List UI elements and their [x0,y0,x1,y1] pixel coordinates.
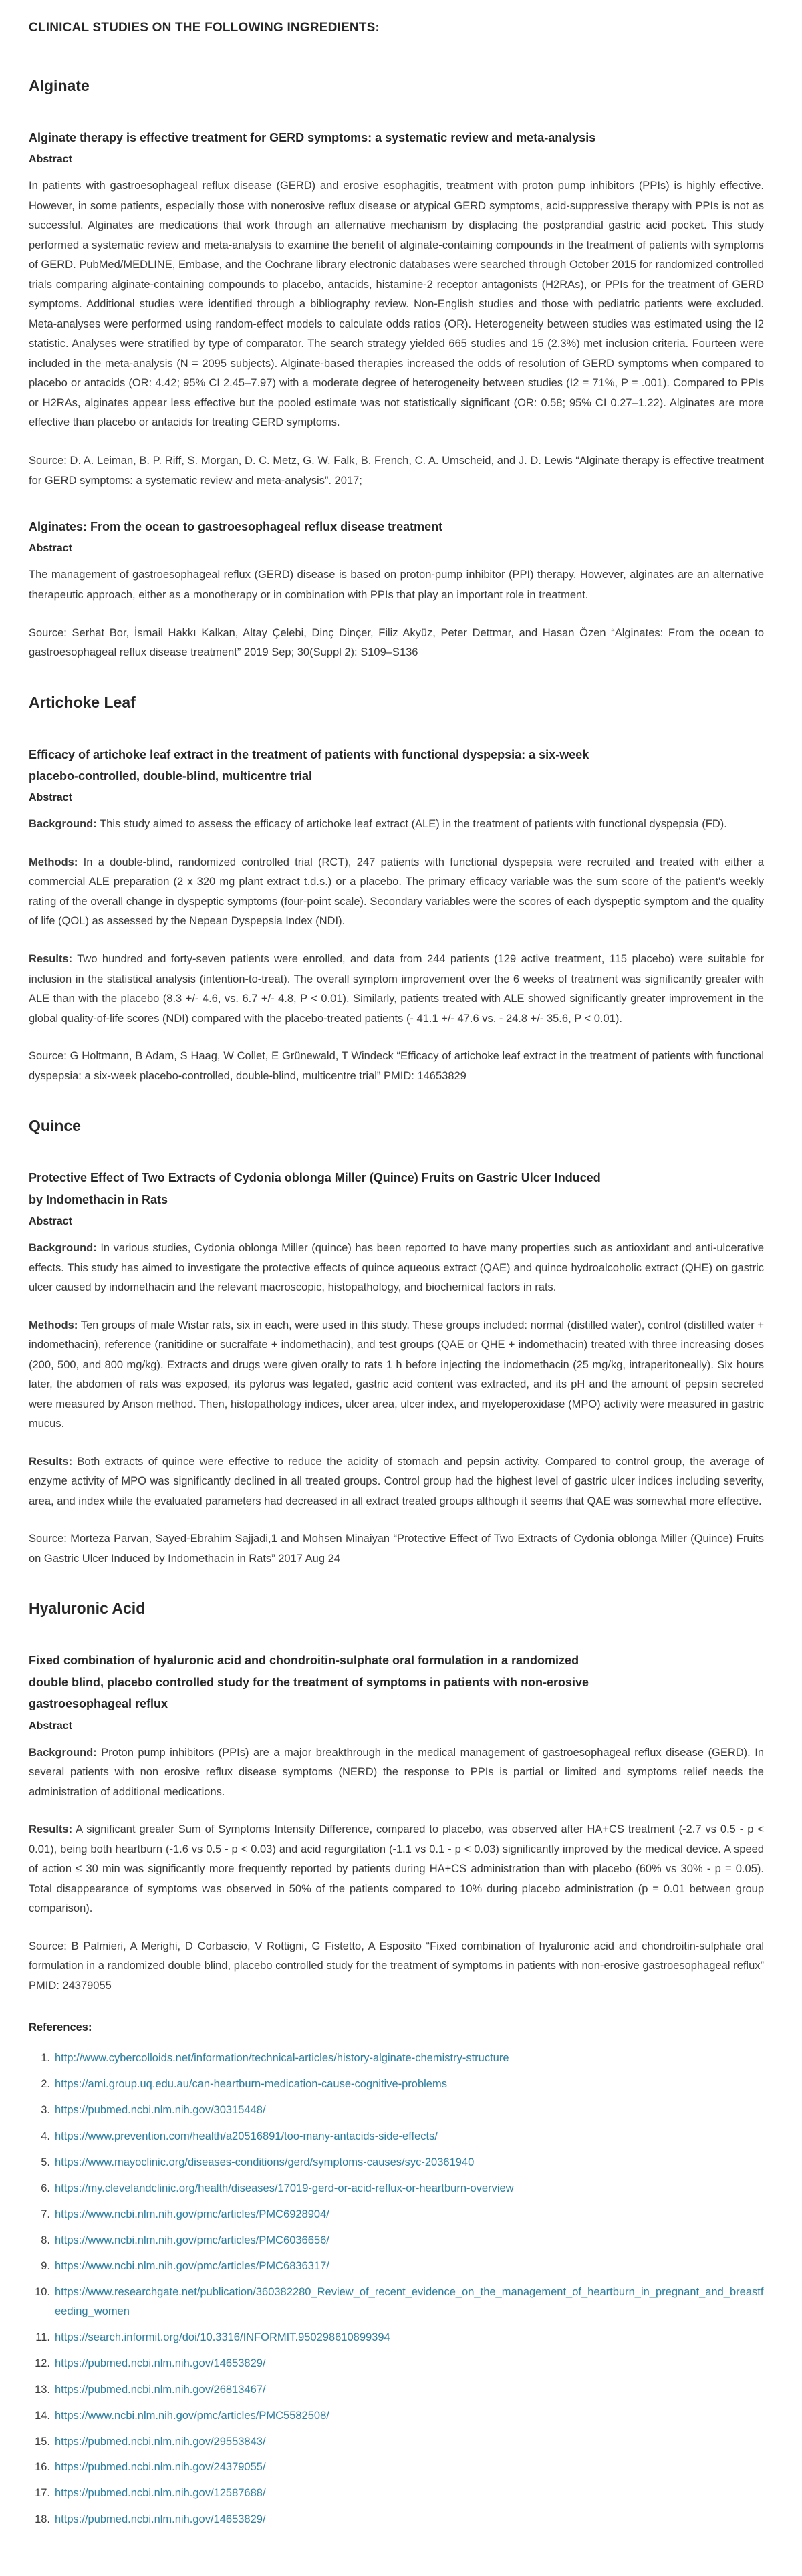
abstract-paragraph: Results: Both extracts of quince were effective to reduce the acidity of stomach and pepsin activity. Compared to control group, the average of enzyme activity of MPO was significantly declined in all treated groups. Control group had the highest level of gastric ulcer indices including severity, area, and index while the evaluated parameters had decreased in all extract treated groups although it seems that QAE was somewhat more effective. [29,1455,764,1507]
reference-item [29,2153,764,2172]
reference-link[interactable]: https://ami.group.uq.edu.au/can-heartburn-medication-cause-cognitive-problems [55,2078,447,2091]
references-label: References: [29,2021,92,2034]
reference-item [29,2510,764,2529]
study [29,516,764,663]
paragraph-lead: Methods: [29,1319,78,1331]
reference-link[interactable]: http://www.cybercolloids.net/information/technical-articles/history-alginate-chemistry-structure [55,2052,509,2065]
reference-number: 13. [35,2383,50,2396]
abstract-label: Abstract [29,1215,72,1227]
paragraph-lead: Results: [29,953,73,965]
abstract-paragraph: Background: In various studies, Cydonia oblonga Miller (quince) has been reported to have many properties such as antioxidant and anti-ulcerative effects. This study has aimed to investigate the protective effects of quince aqueous extract (QAE) and quince hydroalcoholic extract (QHE) on gastric ulcer caused by indomethacin and the relevant macroscopic, histopathology, and biochemical factors in rats. [29,1241,764,1294]
paragraph-lead: Methods: [29,856,78,868]
reference-number: 10. [35,2286,50,2299]
reference-link[interactable]: https://pubmed.ncbi.nlm.nih.gov/24379055/ [55,2461,266,2474]
abstract-paragraph: Results: A significant greater Sum of Symptoms Intensity Difference, compared to placebo, was observed after HA+CS treatment (-2.7 vs 0.5 - p < 0.01), being both heartburn (-1.6 vs 0.5 - p < 0.03) and acid regurgitation (-1.1 vs 0.1 - p < 0.03) significantly improved by the medical device. A speed of action ≤ 30 min was significantly more frequently reported by patients during HA+CS administration than with placebo (60% vs 30% - p = 0.05). Total disappearance of symptoms was observed in 50% of the patients compared to 10% during placebo administration (p = 0.01 between group comparison). [29,1823,764,1915]
paragraph-lead: Background: [29,1241,97,1254]
reference-link[interactable]: https://pubmed.ncbi.nlm.nih.gov/26813467/ [55,2383,266,2396]
ingredient-heading: Hyaluronic Acid [29,1599,146,1618]
reference-item [29,2101,764,2120]
ingredient-section [29,77,764,663]
reference-item [29,2049,764,2068]
source-citation: Source: Serhat Bor, İsmail Hakkı Kalkan, Altay Çelebi, Dinç Dinçer, Filiz Akyüz, Peter Dettmar, and Hasan Özen “Alginates: From the ocean to gastroesophageal reflux disease treatment” 2019 Sep; 30(Suppl 2): S109–S136 [29,626,764,659]
study [29,127,764,491]
reference-item [29,2257,764,2276]
abstract-paragraph: The management of gastroesophageal reflux (GERD) disease is based on proton-pump inhibitor (PPI) therapy. However, alginates are an alternative therapeutic approach, either as a monotherapy or in combination with PPIs that play an important role in treatment. [29,569,764,601]
reference-link[interactable]: https://pubmed.ncbi.nlm.nih.gov/14653829/ [55,2513,266,2526]
reference-item [29,2075,764,2094]
abstract-label: Abstract [29,154,72,166]
reference-link[interactable]: https://www.ncbi.nlm.nih.gov/pmc/articles/PMC6836317/ [55,2260,329,2273]
abstract-paragraph: Results: Two hundred and forty-seven patients were enrolled, and data from 244 patients (129 active treatment, 115 placebo) were suitable for inclusion in the statistical analysis (intention-to-treat). The overall symptom improvement over the 6 weeks of treatment was significantly greater with ALE than with the placebo (8.3 +/- 4.6, vs. 6.7 +/- 4.8, P < 0.01). Similarly, patients treated with ALE showed significantly greater improvement in the global quality-of-life scores (NDI) compared with the placebo-treated patients (- 41.1 +/- 47.6 vs. - 24.8 +/- 35.6, P < 0.01). [29,953,764,1025]
reference-item [29,2231,764,2250]
reference-number: 5. [41,2156,50,2168]
abstract-label: Abstract [29,1720,72,1732]
reference-number: 18. [35,2513,50,2526]
study-title: Alginates: From the ocean to gastroesophageal reflux disease treatment [29,520,443,534]
reference-number: 2. [41,2078,50,2091]
source-citation: Source: B Palmieri, A Merighi, D Corbascio, V Rottigni, G Fistetto, A Esposito “Fixed combination of hyaluronic acid and chondroitin-sulphate oral formulation in a randomized double blind, placebo controlled study for the treatment of symptoms in patients with non-erosive gastroesophageal reflux” PMID: 24379055 [29,1940,764,1992]
reference-link[interactable]: https://www.ncbi.nlm.nih.gov/pmc/articles/PMC6036656/ [55,2234,329,2246]
study-title: Protective Effect of Two Extracts of Cydonia oblonga Miller (Quince) Fruits on Gastric Ulcer Induced by Indomethacin in Rats [29,1171,601,1206]
references-list [29,2049,764,2529]
study-title: Alginate therapy is effective treatment for GERD symptoms: a systematic review and meta-analysis [29,130,596,144]
study [29,744,764,1087]
paragraph-lead: Results: [29,1455,73,1468]
ingredient-heading: Alginate [29,76,90,94]
reference-number: 14. [35,2409,50,2422]
ingredient-section [29,1599,764,1996]
reference-number: 11. [35,2331,50,2344]
reference-link[interactable]: https://search.informit.org/doi/10.3316/INFORMIT.950298610899394 [55,2331,390,2344]
reference-item [29,2406,764,2426]
study-title: Fixed combination of hyaluronic acid and chondroitin-sulphate oral formulation in a randomized double blind, placebo controlled study for the treatment of symptoms in patients with non-erosive gastroesophageal reflux [29,1654,589,1711]
paragraph-lead: Results: [29,1823,73,1836]
abstract-paragraph: Methods: In a double-blind, randomized controlled trial (RCT), 247 patients with functional dyspepsia were recruited and treated with either a commercial ALE preparation (2 x 320 mg plant extract t.d.s.) or a placebo. The primary efficacy variable was the sum score of the patient's weekly rating of the overall change in dyspeptic symptoms (four-point scale). Secondary variables were the scores of each dyspeptic symptom and the quality of life (QOL) as assessed by the Nepean Dyspepsia Index (NDI). [29,856,764,928]
abstract-paragraph: In patients with gastroesophageal reflux disease (GERD) and erosive esophagitis, treatment with proton pump inhibitors (PPIs) is highly effective. However, in some patients, especially those with nonerosive reflux disease or atypical GERD symptoms, acid-suppressive therapy with PPIs is not as successful. Alginates are medications that work through an alternative mechanism by displacing the postprandial gastric acid pocket. This study performed a systematic review and meta-analysis to examine the benefit of alginate-containing compounds in the treatment of patients with symptoms of GERD. PubMed/MEDLINE, Embase, and the Cochrane library electronic databases were searched through October 2015 for randomized controlled trials comparing alginate-containing compounds to placebo, antacids, histamine-2 receptor antagonists (H2RAs), or PPIs for the treatment of GERD symptoms. Additional studies were identified through a bibliography review. Non-English studies and those with pediatric patients were excluded. Meta-analyses were performed using random-effect models to calculate odds ratios (OR). Heterogeneity between studies was estimated using the I2 statistic. Analyses were stratified by type of comparator. The search strategy yielded 665 studies and 15 (2.3%) met inclusion criteria. Fourteen were included in the meta-analysis (N = 2095 subjects). Alginate-based therapies increased the odds of resolution of GERD symptoms when compared to placebo or antacids (OR: 4.42; 95% CI 2.45–7.97) with a moderate degree of heterogeneity between studies (I2 = 71%, P = .001). Compared to PPIs or H2RAs, alginates appear less effective but the pooled estimate was not statistically significant (OR: 0.58; 95% CI 0.27–1.22). Alginates are more effective than placebo or antacids for treating GERD symptoms. [29,180,764,429]
reference-link[interactable]: https://www.prevention.com/health/a20516891/too-many-antacids-side-effects/ [55,2130,438,2143]
reference-link[interactable]: https://pubmed.ncbi.nlm.nih.gov/30315448/ [55,2104,266,2117]
reference-number: 12. [35,2357,50,2369]
reference-item [29,2179,764,2198]
reference-link[interactable]: https://pubmed.ncbi.nlm.nih.gov/14653829/ [55,2357,266,2369]
reference-item [29,2328,764,2347]
study [29,1167,764,1569]
paragraph-lead: Background: [29,1746,97,1759]
reference-link[interactable]: https://www.ncbi.nlm.nih.gov/pmc/articles/PMC6928904/ [55,2208,329,2220]
study [29,1650,764,1996]
reference-item [29,2354,764,2373]
reference-number: 8. [41,2234,50,2246]
abstract-paragraph: Background: This study aimed to assess the efficacy of artichoke leaf extract (ALE) in the treatment of patients with functional dyspepsia (FD). [29,818,727,831]
page-title: CLINICAL STUDIES ON THE FOLLOWING INGREDIENTS: [29,21,380,35]
reference-link[interactable]: https://www.researchgate.net/publication/360382280_Review_of_recent_evidence_on_the_management_of_heartburn_in_pregnant_and_breastfeeding_women [55,2286,764,2318]
ingredient-section [29,1117,764,1569]
reference-item [29,2484,764,2503]
abstract-label: Abstract [29,543,72,555]
ingredient-section [29,694,764,1087]
paragraph-lead: Background: [29,818,97,831]
abstract-paragraph: Background: Proton pump inhibitors (PPIs) are a major breakthrough in the medical management of gastroesophageal reflux disease (GERD). In several patients with non erosive reflux disease symptoms (NERD) the response to PPIs is partial or limited and symptoms relief needs the administration of additional medications. [29,1746,764,1798]
reference-link[interactable]: https://pubmed.ncbi.nlm.nih.gov/29553843/ [55,2435,266,2448]
reference-link[interactable]: https://www.ncbi.nlm.nih.gov/pmc/articles/PMC5582508/ [55,2409,329,2422]
ingredient-heading: Artichoke Leaf [29,693,136,711]
abstract-label: Abstract [29,792,72,804]
references-section [29,2021,764,2529]
reference-number: 1. [41,2052,50,2065]
reference-item [29,2205,764,2224]
reference-number: 16. [35,2461,50,2474]
source-citation: Source: D. A. Leiman, B. P. Riff, S. Morgan, D. C. Metz, G. W. Falk, B. French, C. A. Umscheid, and J. D. Lewis “Alginate therapy is effective treatment for GERD symptoms: a systematic review and meta-analysis”. 2017; [29,454,764,487]
reference-number: 4. [41,2130,50,2143]
ingredient-heading: Quince [29,1117,81,1135]
reference-number: 15. [35,2435,50,2448]
reference-item [29,2127,764,2146]
reference-number: 7. [41,2208,50,2220]
reference-number: 9. [41,2260,50,2273]
reference-link[interactable]: https://pubmed.ncbi.nlm.nih.gov/12587688/ [55,2487,266,2500]
reference-number: 17. [35,2487,50,2500]
reference-item [29,2283,764,2321]
reference-number: 6. [41,2182,50,2194]
source-citation: Source: Morteza Parvan, Sayed-Ebrahim Sajjadi,1 and Mohsen Minaiyan “Protective Effect of Two Extracts of Cydonia oblonga Miller (Quince) Fruits on Gastric Ulcer Induced by Indomethacin in Rats” 2017 Aug 24 [29,1533,764,1565]
reference-item [29,2432,764,2452]
source-citation: Source: G Holtmann, B Adam, S Haag, W Collet, E Grünewald, T Windeck “Efficacy of artichoke leaf extract in the treatment of patients with functional dyspepsia: a six-week placebo-controlled, double-blind, multicentre trial” PMID: 14653829 [29,1050,764,1082]
sections-container [29,77,764,1997]
study-title: Efficacy of artichoke leaf extract in the treatment of patients with functional dyspepsia: a six-week placebo-controlled, double-blind, multicentre trial [29,747,589,783]
reference-link[interactable]: https://www.mayoclinic.org/diseases-conditions/gerd/symptoms-causes/syc-20361940 [55,2156,475,2168]
abstract-paragraph: Methods: Ten groups of male Wistar rats, six in each, were used in this study. These groups included: normal (distilled water), control (distilled water + indomethacin), reference (ranitidine or sucralfate + indomethacin), and test groups (QAE or QHE + indomethacin) treated with three increasing doses (200, 500, and 800 mg/kg). Extracts and drugs were given orally to rats 1 h before injecting the indomethacin (25 mg/kg, intraperitoneally). Six hours later, the abdomen of rats was exposed, its pylorus was legated, gastric acid content was extracted, and its pH and the amount of pepsin secreted were measured by Anson method. Then, histopathology indices, ulcer area, ulcer index, and myeloperoxidase (MPO) activity were measured in gastric mucus. [29,1319,764,1430]
reference-number: 3. [41,2104,50,2117]
reference-item [29,2380,764,2400]
reference-link[interactable]: https://my.clevelandclinic.org/health/diseases/17019-gerd-or-acid-reflux-or-heartburn-overview [55,2182,514,2194]
